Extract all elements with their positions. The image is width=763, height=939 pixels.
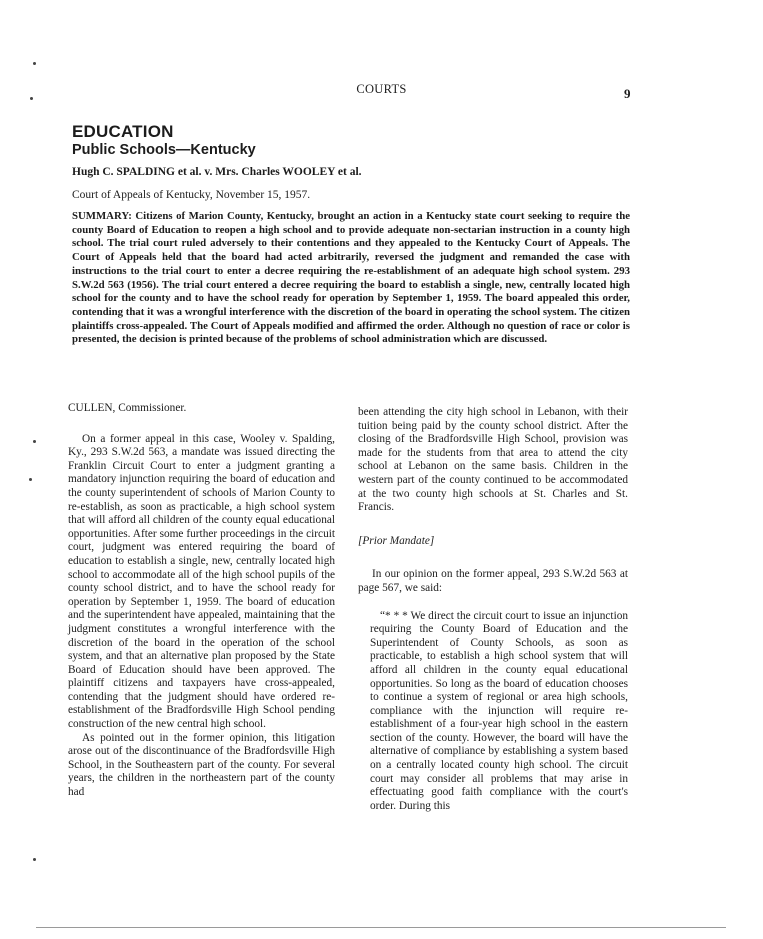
opinion-author: CULLEN, Commissioner. <box>68 402 187 414</box>
case-title: Hugh C. SPALDING et al. v. Mrs. Charles WOOLEY et al. <box>72 166 362 178</box>
summary-label: SUMMARY: <box>72 210 132 222</box>
left-column <box>68 402 335 800</box>
section-title: EDUCATION <box>72 122 174 141</box>
right-paragraph-2: In our opinion on the former appeal, 293 S.W.2d 563 at page 567, we said: <box>358 568 628 594</box>
left-paragraph-1: On a former appeal in this case, Wooley v. Spalding, Ky., 293 S.W.2d 563, a mandate was issued directing the Franklin Circuit Court to enter a judgment granting a mandatory injunction requiring the board of education and the county superintendent of schools of Marion County to re-establish, as soon as practicable, a high school system that will afford all children of the county equal educational opportunities. After some further proceedings in the circuit court, judgment was entered requiring the board of education to establish a single, new, centrally located high school to accommodate all of the high school pupils of the county school district, and to have the school ready for operation by September 1, 1959. The board of education and the superintendent have appealed, maintaining that the judgment constitutes a wrongful interference with the discretion of the board in the operation of the school system, and that an alternative plan proposed by the State Board of Education should have been approved. The plaintiff citizens and taxpayers have cross-appealed, contending that the judgment should have ordered re-establishment of the Bradfordsville High School pending construction of the new central high school. <box>68 432 335 731</box>
running-head: COURTS <box>356 82 407 96</box>
page-bottom-rule <box>36 927 726 928</box>
right-column <box>358 406 628 813</box>
summary-text: Citizens of Marion County, Kentucky, brought an action in a Kentucky state court seeking to require the county Board of Education to reopen a high school and to provide adequate non-sectarian instruction in a county high school. The trial court ruled adversely to their contentions and they appealed to the Kentucky Court of Appeals. The Court of Appeals held that the board had acted arbitrarily, reversed the judgment and remanded the case with instructions to the trial court to enter a decree requiring the re-establishment of an adequate high school system. 293 S.W.2d 563 (1956). The trial court entered a decree requiring the board to establish a single, new, centrally located high school for the county and to have the school ready for operation by September 1, 1959. The board appealed this order, contending that it was a wrongful interference with the discretion of the board in operating the school system. The citizen plaintiffs cross-appealed. The Court of Appeals modified and affirmed the order. Although no question of race or color is presented, the decision is printed because of the problems of school administration which are discussed. <box>72 210 630 346</box>
summary-paragraph <box>72 210 630 347</box>
left-paragraph-2: As pointed out in the former opinion, this litigation arose out of the discontinuance of the Bradfordsville High School, in the Southeastern part of the county. For several years, the children in the northeastern part of the county had <box>68 731 335 799</box>
margin-mark <box>33 440 36 443</box>
section-subtitle: Public Schools—Kentucky <box>72 142 256 158</box>
margin-mark <box>33 858 36 861</box>
subheading-prior-mandate: [Prior Mandate] <box>358 534 435 547</box>
margin-mark <box>29 478 32 481</box>
court-date: Court of Appeals of Kentucky, November 15, 1957. <box>72 189 311 201</box>
quoted-mandate: “* * * We direct the circuit court to issue an injunction requiring the County Board of Education and the Superintendent of County Schools, as soon as practicable, to establish a high school system that will afford all children in the county equal educational opportunities. So long as the board of education chooses to continue a system of regional or area high schools, compliance with the injunction will require re-establishment of a four-year high school in the eastern section of the county. However, the board will have the alternative of compliance by establishing a system based on a centrally located county high school. The circuit court may consider all problems that may arise in effectuating good faith compliance with the court's order. During this <box>370 609 628 812</box>
margin-mark <box>30 97 33 100</box>
right-paragraph-1: been attending the city high school in Lebanon, with their tuition being paid by the county school district. After the closing of the Bradfordsville High School, provision was made for the students from that area to attend the city school at Lebanon on the same basis. Children in the western part of the county continued to be accommodated at the two county high schools at St. Charles and St. Francis. <box>358 406 628 514</box>
page-number: 9 <box>624 86 631 101</box>
margin-mark <box>33 62 36 65</box>
